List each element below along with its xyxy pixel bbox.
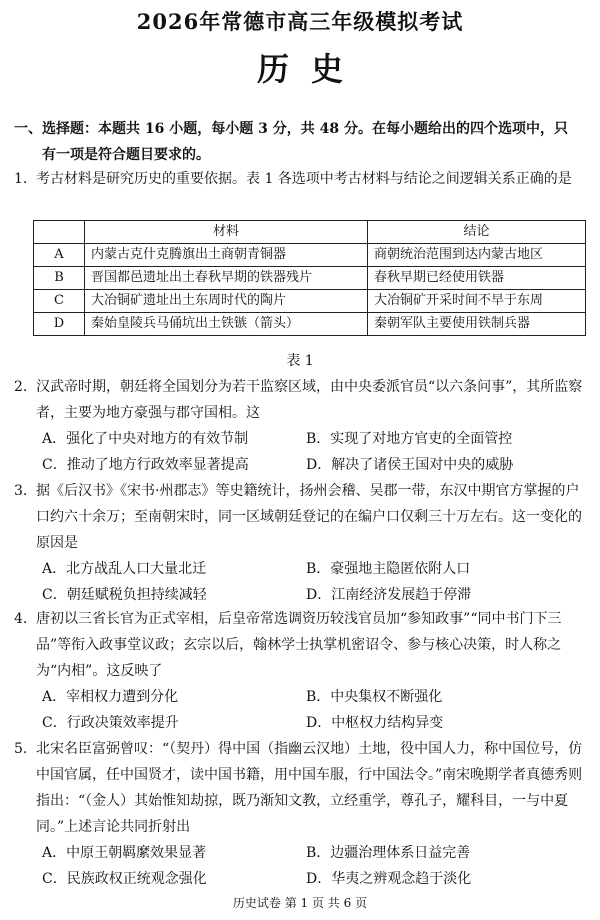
option-d: D．解决了诸侯王国对中央的威胁 [306, 457, 514, 473]
question-5-number: 5. [14, 741, 28, 757]
question-3-stem: 据《后汉书》《宋书·州郡志》等史籍统计，扬州会稽、吴郡一带，东汉中期官方掌握的户口约六十余万；至南朝宋时，同一区域朝廷登记的在编户口仅剩三十万左右。这一变化的原因是 [36, 483, 582, 551]
question-3-number: 3. [14, 483, 28, 499]
table-header-row [34, 221, 586, 244]
table-1 [33, 220, 586, 336]
table-row-label: C [34, 290, 85, 313]
option-a: A．中原王朝羁縻效果显著 [42, 845, 207, 861]
table-row-conclusion: 秦朝军队主要使用铁制兵器 [368, 313, 586, 336]
section-line-1: 一、选择题：本题共 16 小题，每小题 3 分，共 48 分。在每小题给出的四个选项中，只 [14, 121, 568, 137]
table-row-material: 大冶铜矿遗址出土东周时代的陶片 [85, 290, 368, 313]
question-4-number: 4. [14, 611, 28, 627]
question-3-options [14, 556, 588, 608]
table-header-conclusion: 结论 [368, 221, 586, 244]
table-row-material: 晋国都邑遗址出土春秋早期的铁器残片 [85, 267, 368, 290]
exam-title: 2026年常德市高三年级模拟考试 [136, 9, 464, 34]
question-2 [14, 374, 588, 478]
question-4-options [14, 684, 588, 736]
page-footer: 历史试卷 第 1 页 共 6 页 [232, 896, 368, 910]
table-row-label: D [34, 313, 85, 336]
option-c: C．朝廷赋税负担持续减轻 [42, 587, 207, 603]
table-row [34, 290, 586, 313]
subject-title: 历史 [256, 50, 365, 88]
option-c: C．推动了地方行政效率显著提高 [42, 457, 249, 473]
table-row-material: 内蒙古克什克腾旗出土商朝青铜器 [85, 244, 368, 267]
table-row-conclusion: 春秋早期已经使用铁器 [368, 267, 586, 290]
question-1 [14, 166, 588, 192]
question-2-number: 2. [14, 379, 28, 395]
table-row-material: 秦始皇陵兵马俑坑出土铁镞（箭头） [85, 313, 368, 336]
option-b: B．边疆治理体系日益完善 [306, 845, 471, 861]
question-5-stem: 北宋名臣富弼曾叹：“（契丹）得中国（指幽云汉地）土地，役中国人力，称中国位号，仿中国官属，任中国贤才，读中国书籍，用中国车服，行中国法令。”南宋晚期学者真德秀则指出：“（金人）其始惟知劫掠，既乃渐知文教，立经重学，尊孔子，耀科目，一与中夏同。”上述言论共同折射出 [36, 741, 583, 835]
option-d: D．中枢权力结构异变 [306, 715, 444, 731]
question-5-options [14, 840, 588, 892]
question-5 [14, 736, 588, 892]
option-b: B．豪强地主隐匿依附人口 [306, 561, 471, 577]
table-row [34, 267, 586, 290]
option-c: C．民族政权正统观念强化 [42, 871, 207, 887]
table-row [34, 313, 586, 336]
table-row-conclusion: 大冶铜矿开采时间不早于东周 [368, 290, 586, 313]
option-a: A．宰相权力遭到分化 [42, 689, 179, 705]
section-line-2: 有一项是符合题目要求的。 [42, 147, 210, 163]
table-row [34, 244, 586, 267]
question-1-number: 1. [14, 171, 28, 187]
option-a: A．强化了中央对地方的有效节制 [42, 431, 249, 447]
table-header-material: 材料 [85, 221, 368, 244]
question-4 [14, 606, 588, 736]
option-d: D．华夷之辨观念趋于淡化 [306, 871, 472, 887]
option-b: B．实现了对地方官吏的全面管控 [306, 431, 513, 447]
table-header-blank [34, 221, 85, 244]
question-2-stem: 汉武帝时期，朝廷将全国划分为若干监察区域，由中央委派官员“以六条问事”，其所监察者，主要为地方豪强与郡守国相。这 [36, 379, 583, 421]
question-1-stem: 考古材料是研究历史的重要依据。表 1 各选项中考古材料与结论之间逻辑关系正确的是 [36, 171, 572, 187]
option-b: B．中央集权不断强化 [306, 689, 443, 705]
question-4-stem: 唐初以三省长官为正式宰相，后皇帝常选调资历较浅官员加“参知政事”“同中书门下三品”等衔入政事堂议政；玄宗以后，翰林学士执掌机密诏令、参与核心决策，时人称之为“内相”。这反映了 [36, 611, 562, 679]
option-d: D．江南经济发展趋于停滞 [306, 587, 472, 603]
table-row-label: A [34, 244, 85, 267]
table-caption: 表 1 [286, 353, 314, 369]
question-2-options [14, 426, 588, 478]
question-3 [14, 478, 588, 608]
table-row-label: B [34, 267, 85, 290]
option-c: C．行政决策效率提升 [42, 715, 179, 731]
section-instructions [14, 116, 588, 168]
option-a: A．北方战乱人口大量北迁 [42, 561, 207, 577]
table-row-conclusion: 商朝统治范围到达内蒙古地区 [368, 244, 586, 267]
